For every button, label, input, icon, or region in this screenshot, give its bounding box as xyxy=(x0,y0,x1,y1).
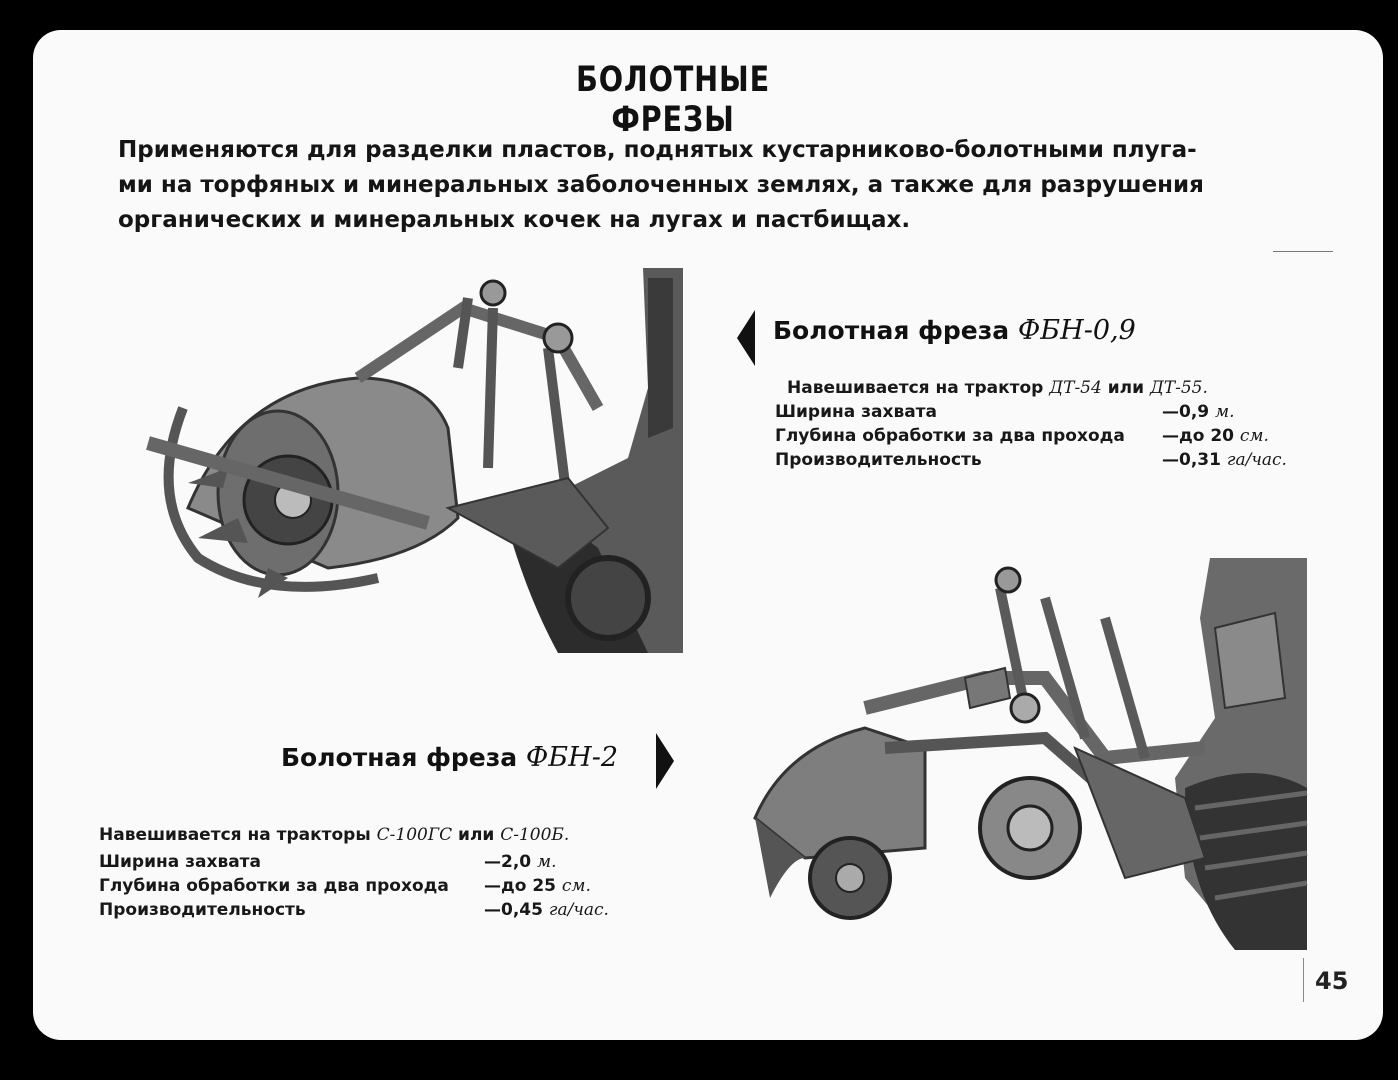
spec-label xyxy=(99,825,569,845)
intro-divider xyxy=(1273,251,1333,252)
spec-label: Производительность xyxy=(775,450,982,470)
value-number: —до 25 xyxy=(484,876,556,896)
spec-row-performance xyxy=(775,450,1335,474)
value-unit: га/час. xyxy=(548,900,609,920)
spec-row-depth xyxy=(99,876,689,900)
pointer-right-icon xyxy=(654,733,674,789)
heading-prefix: Болотная фреза xyxy=(773,316,1010,345)
tractor-model: ДТ-55. xyxy=(1149,378,1208,398)
page-number: 45 xyxy=(1315,967,1349,995)
spec-row-mount xyxy=(99,825,689,852)
intro-paragraph xyxy=(118,133,1318,238)
fbn-2-heading xyxy=(281,742,618,773)
fbn-2-specs xyxy=(99,825,689,924)
spec-row-width xyxy=(99,852,689,876)
spec-label xyxy=(787,378,1208,398)
spec-label: Глубина обработки за два прохода xyxy=(775,426,1125,446)
value-number: —0,31 xyxy=(1162,450,1221,470)
model-name: ФБН-0,9 xyxy=(1017,315,1136,346)
fbn-2-illustration xyxy=(745,558,1310,950)
spec-value xyxy=(484,876,591,896)
spec-value xyxy=(484,852,557,872)
mount-label: Навешивается на тракторы xyxy=(99,825,371,845)
intro-line: ми на торфяных и минеральных заболоченных землях, а также для разрушения xyxy=(118,172,1204,198)
value-unit: см. xyxy=(561,876,591,896)
spec-value xyxy=(1162,450,1287,470)
value-number: —2,0 xyxy=(484,852,532,872)
mount-or: или xyxy=(458,825,495,845)
tractor-model: С-100ГС xyxy=(376,825,453,845)
tractor-model: ДТ-54 xyxy=(1049,378,1102,398)
fbn-09-specs xyxy=(775,378,1335,474)
value-unit: м. xyxy=(1215,402,1235,422)
spec-value xyxy=(1162,402,1235,422)
spec-label: Ширина захвата xyxy=(775,402,937,422)
value-unit: м. xyxy=(537,852,557,872)
slide-page xyxy=(33,30,1383,1040)
value-number: —0,9 xyxy=(1162,402,1210,422)
value-number: —0,45 xyxy=(484,900,543,920)
intro-line: Применяются для разделки пластов, поднятых кустарниково-болотными плуга- xyxy=(118,137,1197,163)
value-unit: см. xyxy=(1239,426,1269,446)
page-title: БОЛОТНЫЕ ФРЕЗЫ xyxy=(575,60,771,140)
value-number: —до 20 xyxy=(1162,426,1234,446)
spec-value xyxy=(1162,426,1269,446)
spec-label: Производительность xyxy=(99,900,306,920)
fbn-09-illustration xyxy=(128,268,683,653)
spec-row-mount xyxy=(775,378,1335,402)
spec-row-depth xyxy=(775,426,1335,450)
tractor-model: С-100Б. xyxy=(500,825,570,845)
fbn-09-heading xyxy=(773,315,1136,346)
spec-row-width xyxy=(775,402,1335,426)
spec-label: Ширина захвата xyxy=(99,852,261,872)
spec-value xyxy=(484,900,609,920)
spec-row-performance xyxy=(99,900,689,924)
pointer-left-icon xyxy=(737,310,757,366)
page-number-divider xyxy=(1303,958,1304,1002)
heading-prefix: Болотная фреза xyxy=(281,743,518,772)
spec-label: Глубина обработки за два прохода xyxy=(99,876,449,896)
value-unit: га/час. xyxy=(1226,450,1287,470)
intro-line: органических и минеральных кочек на лугах и пастбищах. xyxy=(118,207,911,233)
mount-or: или xyxy=(1107,378,1145,398)
mount-label: Навешивается на трактор xyxy=(787,378,1044,398)
model-name: ФБН-2 xyxy=(525,742,618,773)
